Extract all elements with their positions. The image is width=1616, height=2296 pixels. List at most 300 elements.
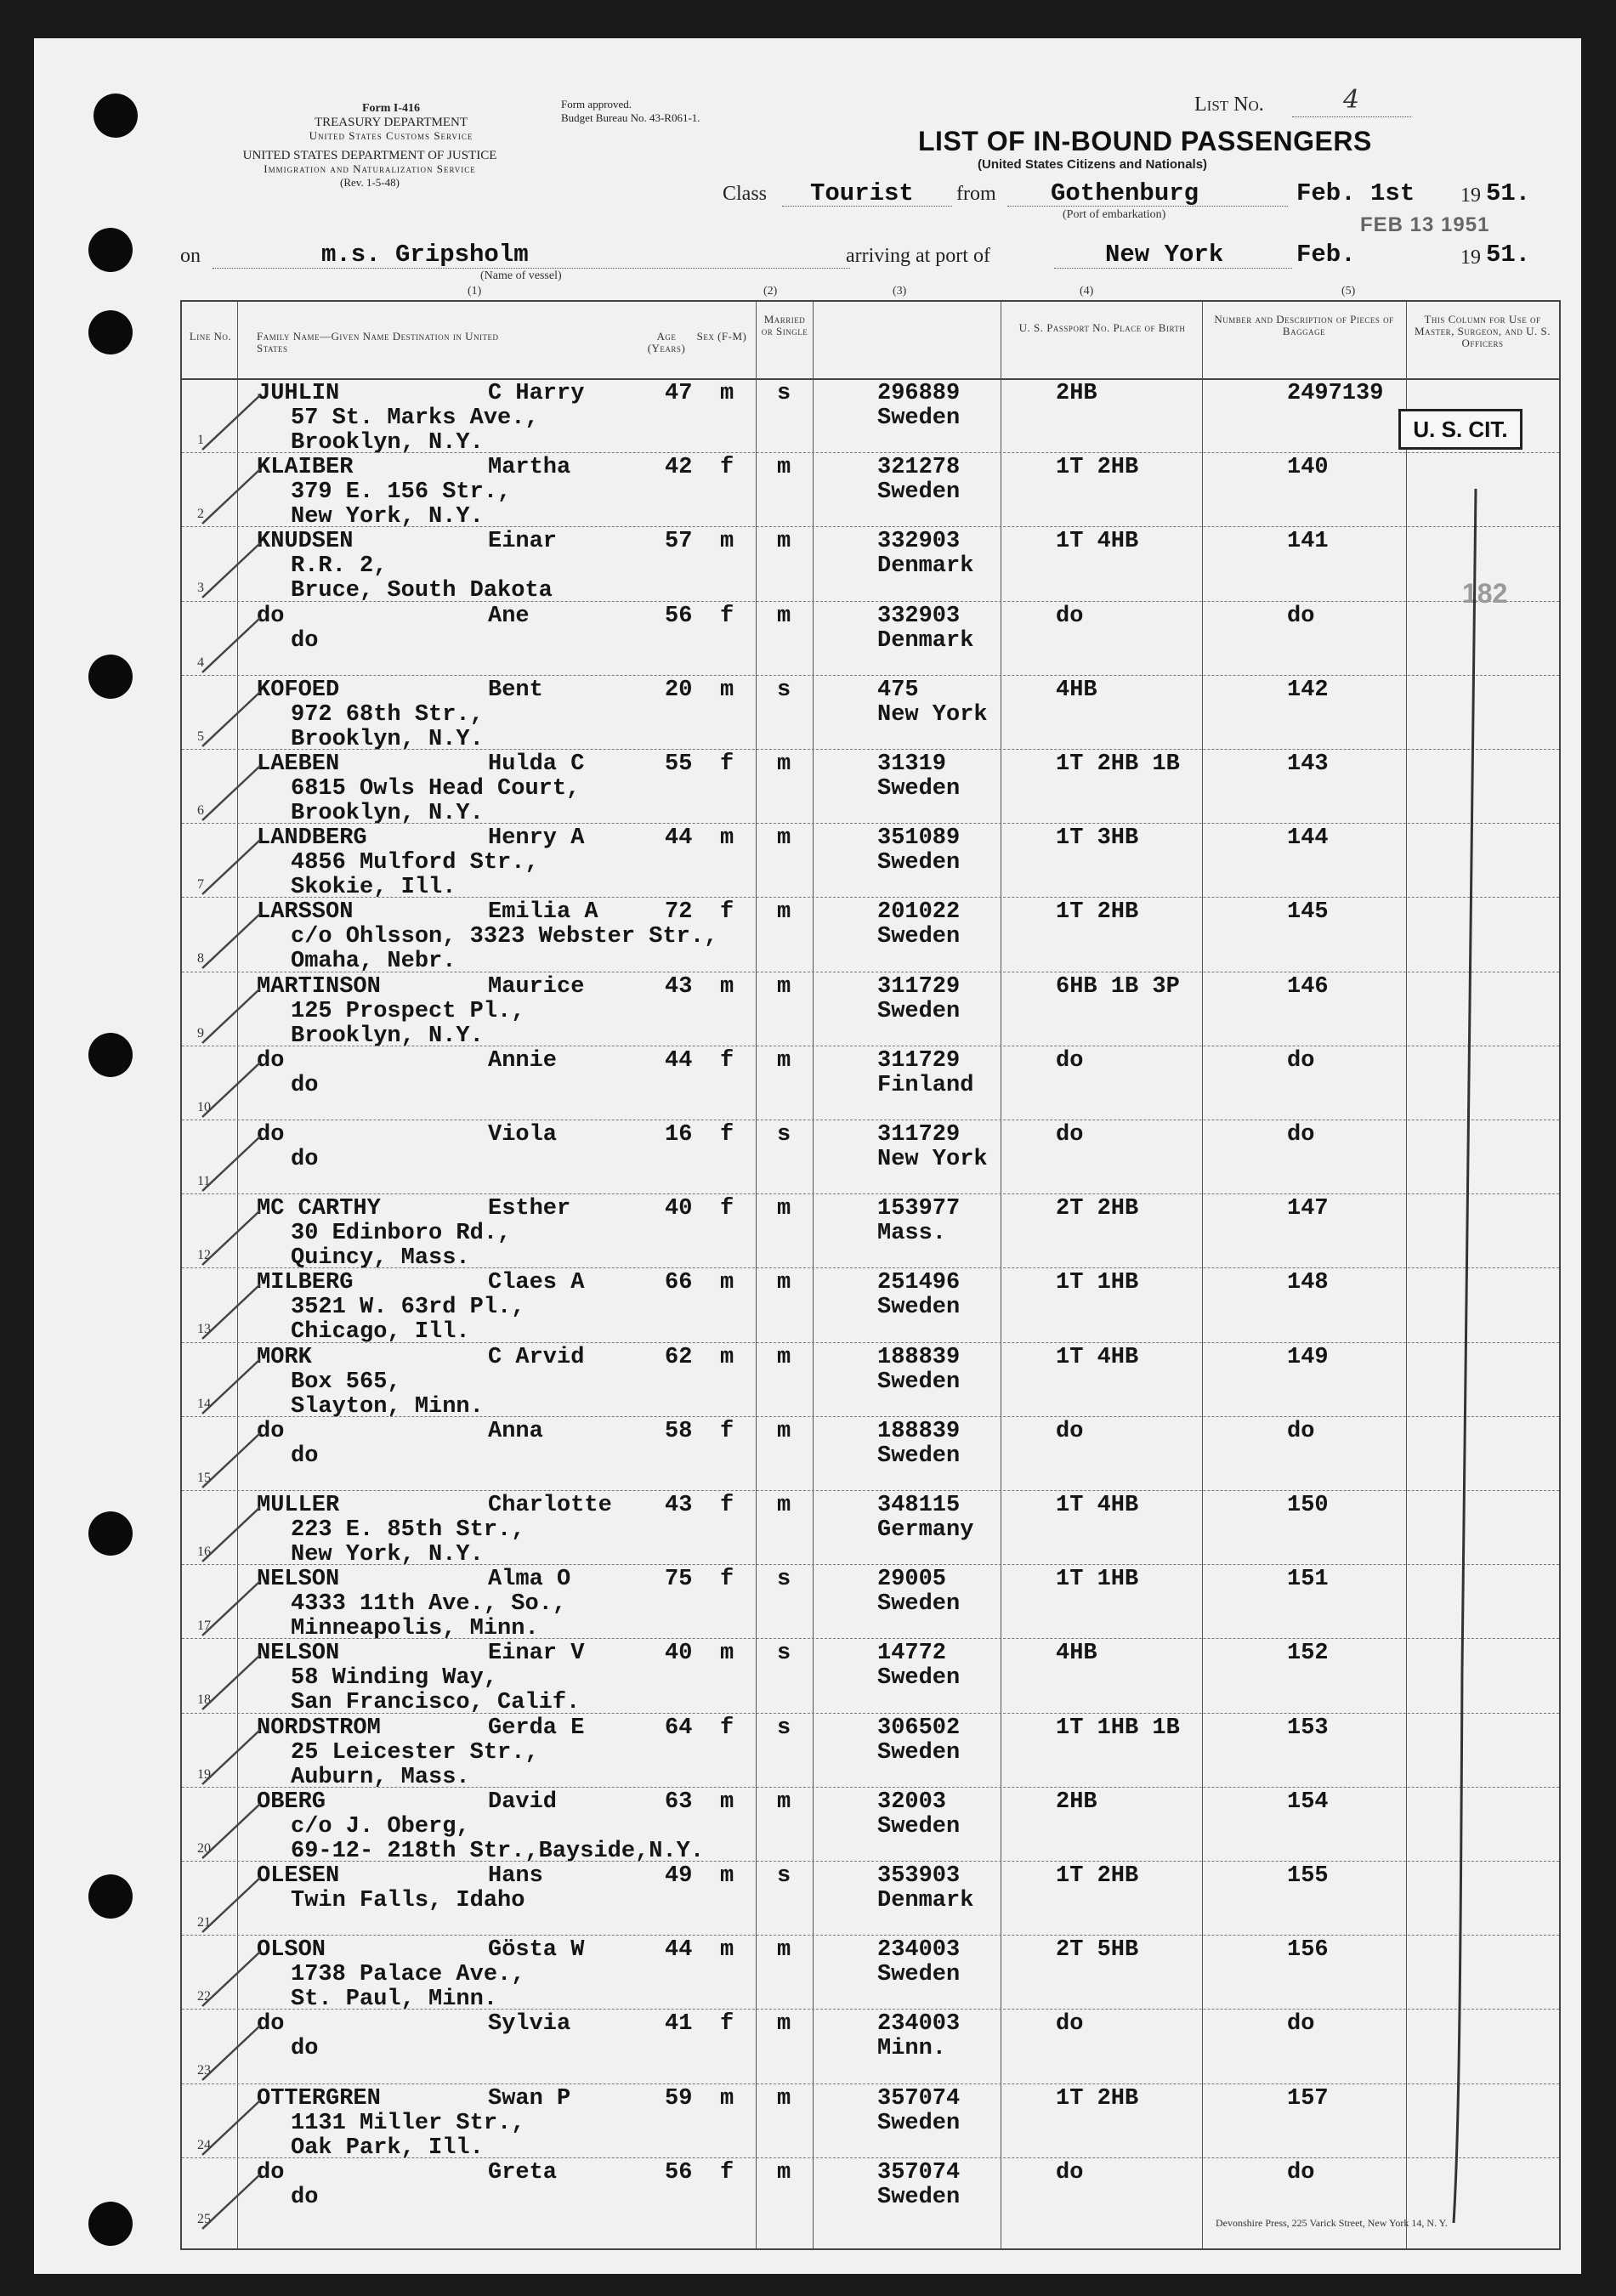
table-row <box>182 1715 1559 1789</box>
table-row <box>182 1195 1559 1272</box>
age: 44 <box>665 1047 693 1074</box>
place-of-birth: New York <box>877 701 988 728</box>
family-name: do <box>257 603 285 629</box>
line-number: 14 <box>197 1396 211 1411</box>
place-of-birth: Sweden <box>877 1591 961 1618</box>
row-divider <box>182 1193 1559 1194</box>
header-baggage: Number and Description of Pieces of Baggage <box>1214 313 1394 337</box>
officer-number: 151 <box>1287 1567 1329 1593</box>
row-divider <box>182 1638 1559 1639</box>
age: 20 <box>665 677 693 703</box>
place-of-birth: Sweden <box>877 924 961 950</box>
vessel-caption: (Name of vessel) <box>480 269 562 282</box>
given-name: Alma O <box>488 1567 571 1593</box>
address-line-1: 4856 Mulford Str., <box>291 850 539 876</box>
line-number: 3 <box>197 581 204 596</box>
table-row <box>182 1862 1559 1936</box>
col-num-4: (4) <box>1080 285 1094 298</box>
baggage: 4HB <box>1056 1641 1097 1667</box>
officer-number: 148 <box>1287 1270 1329 1296</box>
officer-number: 155 <box>1287 1863 1329 1889</box>
age: 56 <box>665 2159 693 2185</box>
baggage: 1T 4HB <box>1056 1493 1139 1518</box>
passport-number: 234003 <box>877 1937 961 1964</box>
officer-number: 153 <box>1287 1715 1329 1741</box>
family-name: do <box>257 1047 285 1074</box>
age: 43 <box>665 973 693 1000</box>
on-label: on <box>180 245 201 267</box>
port-line <box>1054 268 1292 269</box>
address-line-1: do <box>291 2036 319 2062</box>
officer-number: 152 <box>1287 1641 1329 1667</box>
address-line-1: 6815 Owls Head Court, <box>291 776 581 802</box>
list-no-value: 4 <box>1343 85 1360 115</box>
check-mark <box>201 1797 269 1865</box>
address-line-1: 379 E. 156 Str., <box>291 479 512 506</box>
header-officers: This Column for Use of Master, Surgeon, and U. S. Officers <box>1415 313 1551 349</box>
baggage: do <box>1056 1122 1084 1148</box>
check-mark <box>201 833 269 901</box>
family-name: KNUDSEN <box>257 529 354 555</box>
sex: m <box>720 1344 734 1370</box>
row-divider <box>182 749 1559 750</box>
given-name: Swan P <box>488 2085 571 2112</box>
sex: m <box>720 677 734 703</box>
family-name: KLAIBER <box>257 455 354 481</box>
place-of-birth: Sweden <box>877 405 961 431</box>
form-number: Form I-416 <box>361 102 421 115</box>
address-line-1: 3521 W. 63rd Pl., <box>291 1295 525 1321</box>
header-age: Age (Years) <box>647 330 686 354</box>
vessel-name: m.s. Gripsholm <box>321 241 529 269</box>
class-value: Tourist <box>810 179 914 207</box>
baggage: do <box>1056 603 1084 629</box>
passport-number: 32003 <box>877 1789 947 1815</box>
check-mark <box>201 982 269 1050</box>
address-line-1: c/o J. Oberg, <box>291 1813 470 1840</box>
baggage: 1T 4HB <box>1056 529 1139 555</box>
place-of-birth: New York <box>877 1147 988 1172</box>
table-row <box>182 603 1559 677</box>
line-number: 17 <box>197 1619 211 1634</box>
sex: f <box>720 1122 734 1148</box>
given-name: Einar <box>488 529 558 555</box>
sex: m <box>720 1789 734 1815</box>
arrival-year-prefix: 19 <box>1460 247 1481 269</box>
officer-number: 142 <box>1287 677 1329 703</box>
passport-number: 357074 <box>877 2085 961 2112</box>
address-line-1: do <box>291 1147 319 1172</box>
form-approved: Form approved. <box>561 98 632 111</box>
baggage: 1T 1HB <box>1056 1567 1139 1593</box>
baggage: 1T 2HB <box>1056 1863 1139 1889</box>
address-line-1: 25 Leicester Str., <box>291 1739 539 1766</box>
officer-number: 156 <box>1287 1937 1329 1964</box>
marital-status: m <box>777 2085 791 2112</box>
given-name: Ane <box>488 603 530 629</box>
marital-status: m <box>777 1418 791 1444</box>
marital-status: s <box>777 1641 791 1667</box>
header-married: Married or Single <box>761 313 808 337</box>
check-mark <box>201 1204 269 1272</box>
baggage: 2T 2HB <box>1056 1196 1139 1222</box>
check-mark <box>201 462 269 530</box>
officer-number: 145 <box>1287 899 1329 926</box>
table-row <box>182 1269 1559 1346</box>
officer-number: do <box>1287 2011 1315 2038</box>
place-of-birth: Sweden <box>877 1813 961 1840</box>
given-name: Hulda C <box>488 751 585 777</box>
address-line-2: Brooklyn, N.Y. <box>291 801 484 826</box>
sex: f <box>720 899 734 926</box>
marital-status: m <box>777 2159 791 2185</box>
passport-number: 296889 <box>877 381 961 406</box>
baggage: 1T 2HB <box>1056 2085 1139 2112</box>
given-name: Viola <box>488 1122 558 1148</box>
place-of-birth: Sweden <box>877 2184 961 2210</box>
passport-number: 348115 <box>877 1493 961 1518</box>
row-divider <box>182 452 1559 453</box>
marital-status: m <box>777 899 791 926</box>
given-name: Gerda E <box>488 1715 585 1741</box>
sex: f <box>720 1196 734 1222</box>
line-number: 19 <box>197 1766 211 1782</box>
officer-number: 147 <box>1287 1196 1329 1222</box>
given-name: Einar V <box>488 1641 585 1667</box>
place-of-birth: Sweden <box>877 1665 961 1692</box>
given-name: Maurice <box>488 973 585 1000</box>
family-name: OTTERGREN <box>257 2085 381 2112</box>
address-line-1: 30 Edinboro Rd., <box>291 1221 512 1247</box>
margin-note: 182 <box>1462 578 1508 609</box>
binder-hole-7 <box>88 1874 133 1919</box>
marital-status: m <box>777 1196 791 1222</box>
sex: f <box>720 1567 734 1593</box>
age: 43 <box>665 1493 693 1518</box>
officer-number: 144 <box>1287 825 1329 852</box>
address-line-1: 57 St. Marks Ave., <box>291 405 539 431</box>
binder-hole-6 <box>88 1511 133 1556</box>
sex: m <box>720 1863 734 1889</box>
place-of-birth: Sweden <box>877 850 961 876</box>
passport-number: 311729 <box>877 1122 961 1148</box>
address-line-1: 58 Winding Way, <box>291 1665 498 1692</box>
address-line-1: 125 Prospect Pl., <box>291 998 525 1024</box>
row-divider <box>182 2009 1559 2010</box>
address-line-2: New York, N.Y. <box>291 1542 484 1568</box>
address-line-2: Quincy, Mass. <box>291 1245 470 1272</box>
age: 49 <box>665 1863 693 1889</box>
header-name: Family Name—Given Name Destination in United States <box>257 330 499 354</box>
passport-number: 201022 <box>877 899 961 926</box>
binder-hole-5 <box>88 1033 133 1077</box>
baggage: 2T 5HB <box>1056 1937 1139 1964</box>
row-divider <box>182 1564 1559 1565</box>
place-of-birth: Sweden <box>877 776 961 802</box>
baggage: 2HB <box>1056 381 1097 406</box>
sex: m <box>720 973 734 1000</box>
officer-number: 140 <box>1287 455 1329 481</box>
check-mark <box>201 2168 269 2236</box>
row-divider <box>182 823 1559 824</box>
baggage: 1T 1HB 1B <box>1056 1715 1180 1741</box>
binder-hole-2 <box>88 228 133 272</box>
from-line <box>1007 206 1288 207</box>
age: 40 <box>665 1641 693 1667</box>
place-of-birth: Sweden <box>877 1739 961 1766</box>
age: 41 <box>665 2011 693 2038</box>
baggage: 1T 2HB <box>1056 455 1139 481</box>
justice-block <box>179 149 561 190</box>
baggage: 1T 4HB <box>1056 1344 1139 1370</box>
given-name: Emilia A <box>488 899 598 926</box>
binder-hole-8 <box>88 2202 133 2246</box>
address-line-1: R.R. 2, <box>291 553 388 580</box>
marital-status: m <box>777 1493 791 1518</box>
table-row <box>182 1492 1559 1566</box>
place-of-birth: Mass. <box>877 1221 947 1247</box>
given-name: C Arvid <box>488 1344 585 1370</box>
address-line-1: do <box>291 2184 319 2210</box>
table-row <box>182 1047 1559 1121</box>
officer-check-line <box>1428 480 1496 2231</box>
line-number: 16 <box>197 1545 211 1559</box>
sex: m <box>720 825 734 852</box>
binder-hole-1 <box>94 94 138 138</box>
row-divider <box>182 526 1559 527</box>
line-number: 18 <box>197 1692 211 1708</box>
treasury-dept: TREASURY DEPARTMENT <box>314 116 468 129</box>
officer-number: 154 <box>1287 1789 1329 1815</box>
sex: f <box>720 603 734 629</box>
age: 63 <box>665 1789 693 1815</box>
marital-status: m <box>777 1937 791 1964</box>
vessel-line <box>213 268 850 269</box>
immigration-service: Immigration and Naturalization Service <box>264 162 476 175</box>
given-name: Hans <box>488 1863 543 1889</box>
table-row <box>182 528 1559 602</box>
row-divider <box>182 1713 1559 1714</box>
place-of-birth: Finland <box>877 1072 974 1098</box>
row-divider <box>182 1935 1559 1936</box>
table-row <box>182 1344 1559 1418</box>
line-number: 4 <box>197 655 204 670</box>
address-line-1: Twin Falls, Idaho <box>291 1888 525 1913</box>
family-name: LAEBEN <box>257 751 340 777</box>
table-row <box>182 380 1559 454</box>
line-number: 5 <box>197 728 204 744</box>
table-row <box>182 1789 1559 1862</box>
given-name: C Harry <box>488 381 585 406</box>
row-divider <box>182 1861 1559 1862</box>
sex: f <box>720 1493 734 1518</box>
address-line-1: 4333 11th Ave., So., <box>291 1591 567 1618</box>
place-of-birth: Denmark <box>877 1888 974 1913</box>
manifest-page <box>34 38 1581 2274</box>
sex: m <box>720 1937 734 1964</box>
marital-status: m <box>777 1344 791 1370</box>
passport-number: 311729 <box>877 973 961 1000</box>
baggage: 2HB <box>1056 1789 1097 1815</box>
passport-number: 14772 <box>877 1641 947 1667</box>
address-line-2: Chicago, Ill. <box>291 1319 470 1346</box>
baggage: do <box>1056 2159 1084 2185</box>
address-line-2: Minneapolis, Minn. <box>291 1616 539 1642</box>
passport-number: 311729 <box>877 1047 961 1074</box>
check-mark <box>201 1871 269 1939</box>
age: 64 <box>665 1715 693 1741</box>
family-name: MILBERG <box>257 1270 354 1296</box>
address-line-2: St. Paul, Minn. <box>291 1987 498 2013</box>
row-divider <box>182 675 1559 676</box>
row-divider <box>182 897 1559 898</box>
passport-number: 332903 <box>877 603 961 629</box>
given-name: Martha <box>488 455 571 481</box>
approval-block <box>561 98 833 125</box>
given-name: Annie <box>488 1047 558 1074</box>
departure-year: 51. <box>1486 179 1531 207</box>
address-line-1: 1131 Miller Str., <box>291 2110 525 2136</box>
address-line-2: San Francisco, Calif. <box>291 1690 581 1716</box>
form-title: LIST OF IN-BOUND PASSENGERS <box>918 126 1372 156</box>
line-number: 22 <box>197 1989 211 2004</box>
family-name: OBERG <box>257 1789 326 1815</box>
baggage: 1T 3HB <box>1056 825 1139 852</box>
given-name: Henry A <box>488 825 585 852</box>
officer-number: do <box>1287 1122 1315 1148</box>
officer-number: 141 <box>1287 529 1329 555</box>
passport-number: 475 <box>877 677 919 703</box>
revision: (Rev. 1-5-48) <box>340 176 400 189</box>
table-row <box>182 825 1559 899</box>
baggage: 4HB <box>1056 677 1097 703</box>
customs-service: United States Customs Service <box>309 129 473 142</box>
passport-number: 251496 <box>877 1270 961 1296</box>
place-of-birth: Sweden <box>877 479 961 506</box>
marital-status: s <box>777 677 791 703</box>
sex: m <box>720 2085 734 2112</box>
line-number: 6 <box>197 803 204 818</box>
list-no-line <box>1292 116 1411 117</box>
sex: f <box>720 1715 734 1741</box>
family-name: do <box>257 2011 285 2038</box>
us-citizen-stamp: U. S. CIT. <box>1398 409 1522 450</box>
passport-number: 29005 <box>877 1567 947 1593</box>
age: 55 <box>665 751 693 777</box>
address-line-1: do <box>291 1443 319 1469</box>
line-number: 21 <box>197 1915 211 1930</box>
given-name: Bent <box>488 677 543 703</box>
arriving-label: arriving at port of <box>846 245 990 267</box>
age: 40 <box>665 1196 693 1222</box>
row-divider <box>182 1342 1559 1343</box>
sex: m <box>720 381 734 406</box>
line-number: 1 <box>197 433 204 447</box>
marital-status: m <box>777 973 791 1000</box>
age: 58 <box>665 1418 693 1444</box>
row-divider <box>182 1787 1559 1788</box>
line-number: 25 <box>197 2211 211 2226</box>
officer-number: do <box>1287 2159 1315 2185</box>
arrival-month: Feb. <box>1296 241 1356 269</box>
list-no-label: List No. <box>1194 94 1264 116</box>
row-divider <box>182 1490 1559 1491</box>
baggage: do <box>1056 1047 1084 1074</box>
col-num-2: (2) <box>763 285 778 298</box>
passport-number: 357074 <box>877 2159 961 2185</box>
age: 72 <box>665 899 693 926</box>
marital-status: m <box>777 603 791 629</box>
address-line-1: c/o Ohlsson, 3323 Webster Str., <box>291 924 718 950</box>
printer-credit: Devonshire Press, 225 Varick Street, New York 14, N. Y. <box>1216 2217 1448 2229</box>
passport-number: 321278 <box>877 455 961 481</box>
check-mark <box>201 907 269 975</box>
place-of-birth: Minn. <box>877 2036 947 2062</box>
age: 75 <box>665 1567 693 1593</box>
given-name: Claes A <box>488 1270 585 1296</box>
baggage: do <box>1056 2011 1084 2038</box>
address-line-2: Bruce, South Dakota <box>291 578 553 604</box>
place-of-birth: Sweden <box>877 1443 961 1469</box>
check-mark <box>201 1278 269 1346</box>
check-mark <box>201 1723 269 1791</box>
age: 44 <box>665 825 693 852</box>
marital-status: m <box>777 1047 791 1074</box>
age: 57 <box>665 529 693 555</box>
line-number: 12 <box>197 1248 211 1263</box>
from-label: from <box>956 183 996 205</box>
baggage: 1T 1HB <box>1056 1270 1139 1296</box>
marital-status: m <box>777 1789 791 1815</box>
table-row <box>182 1936 1559 2013</box>
line-number: 24 <box>197 2137 211 2152</box>
table-row <box>182 1566 1559 1640</box>
row-divider <box>182 1267 1559 1268</box>
sex: m <box>720 1641 734 1667</box>
sex: f <box>720 2159 734 2185</box>
place-of-birth: Sweden <box>877 2110 961 2136</box>
check-mark <box>201 611 269 679</box>
header-passport: U. S. Passport No. Place of Birth <box>1018 321 1186 334</box>
arrival-port: New York <box>1105 241 1224 269</box>
check-mark <box>201 685 269 753</box>
line-number: 2 <box>197 507 204 522</box>
line-number: 11 <box>197 1174 211 1188</box>
officer-number: 149 <box>1287 1344 1329 1370</box>
budget-bureau: Budget Bureau No. 43-R061-1. <box>561 111 700 124</box>
officer-number: 2497139 <box>1287 381 1384 406</box>
place-of-birth: Sweden <box>877 1295 961 1321</box>
arrival-year: 51. <box>1486 241 1531 269</box>
officer-number: 143 <box>1287 751 1329 777</box>
check-mark <box>201 1648 269 1716</box>
table-row <box>182 1121 1559 1195</box>
line-number: 7 <box>197 877 204 893</box>
given-name: David <box>488 1789 558 1815</box>
table-row <box>182 973 1559 1047</box>
address-line-1: Box 565, <box>291 1369 401 1395</box>
officer-number: 157 <box>1287 2085 1329 2112</box>
given-name: Charlotte <box>488 1493 612 1518</box>
passport-number: 353903 <box>877 1863 961 1889</box>
line-number: 8 <box>197 951 204 967</box>
address-line-2: Auburn, Mass. <box>291 1764 470 1790</box>
row-divider <box>182 601 1559 602</box>
given-name: Sylvia <box>488 2011 571 2038</box>
check-mark <box>201 1945 269 2013</box>
sex: f <box>720 751 734 777</box>
table-row <box>182 1640 1559 1714</box>
